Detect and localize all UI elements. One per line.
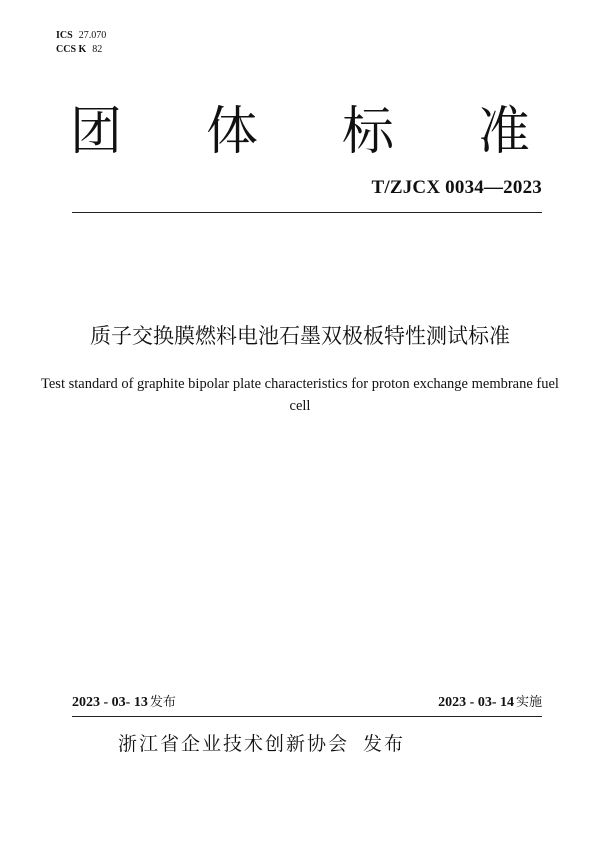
ics-value: 27.070: [78, 30, 107, 41]
ics-code: [56, 30, 106, 42]
implement-label: 实施: [515, 695, 542, 710]
ccs-label: CCS K: [56, 44, 87, 55]
document-title-en: Test standard of graphite bipolar plate characteristics for proton exchange membrane fuel cell: [41, 376, 559, 414]
main-title-char: 标: [341, 102, 394, 162]
implement-date-value: 2023 - 03- 14: [438, 695, 514, 710]
ics-label: ICS: [56, 30, 73, 41]
issuer-suffix: 发布: [363, 733, 406, 755]
main-title-char: 体: [205, 102, 258, 162]
issuer-name: 浙江省企业技术创新协会: [118, 733, 350, 755]
implement-date: [438, 691, 542, 711]
main-title: [70, 102, 530, 162]
publish-date-value: 2023 - 03- 13: [72, 695, 148, 710]
publish-date: [72, 691, 176, 711]
publish-label: 发布: [149, 695, 176, 710]
top-divider: [72, 212, 542, 213]
ccs-value: 82: [92, 44, 103, 55]
document-title-zh: 质子交换膜燃料电池石墨双极板特性测试标准: [90, 324, 510, 348]
issuer: [118, 731, 405, 757]
bottom-divider: [72, 716, 542, 717]
main-title-char: 准: [477, 102, 530, 162]
main-title-char: 团: [70, 102, 123, 162]
ccs-code: [56, 44, 102, 56]
standard-number: T/ZJCX 0034—2023: [371, 177, 542, 198]
